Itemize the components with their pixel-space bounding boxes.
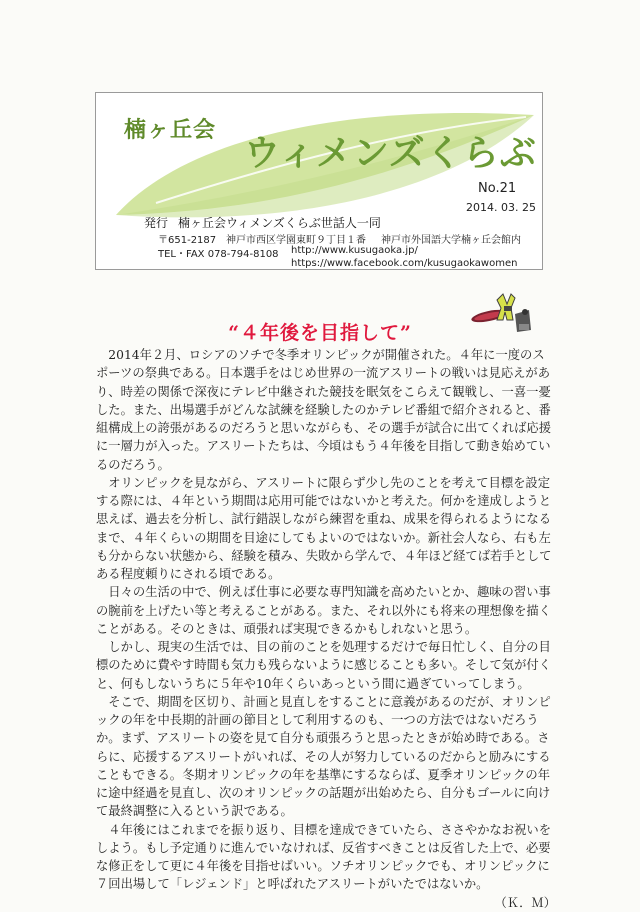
website-link[interactable]: http://www.kusugaoka.jp/	[291, 245, 418, 256]
newsletter-title: ウィメンズくらぶ	[244, 133, 537, 174]
org-name-small: 楠ヶ丘会	[124, 118, 217, 143]
publisher-name: 楠ヶ丘会ウィメンズくらぶ世話人一同	[178, 216, 381, 230]
tel-fax: TEL・FAX 078-794-8108	[158, 249, 279, 260]
facebook-link[interactable]: https://www.facebook.com/kusugaokawomen	[291, 258, 518, 269]
address: 神戸市西区学園東町９丁目１番	[226, 235, 366, 246]
article-paragraph: オリンピックを見ながら、アスリートに限らず少し先のことを考えて目標を設定する際には、４年という期間は応用可能ではないかと考えた。何かを達成しようと思えば、過去を分析し、試行錯誤しながら練習を重ね、成果を得られるようになるまで、４年くらいの期間を目途にしてもよいのではないか。新社会人なら、右も左も分からない状態から、経験を積み、失敗から学んで、４年ほど経てば若手としてある程度頼りにされる頃である。	[96, 475, 552, 581]
venue: 神戸市外国語大学楠ヶ丘会館内	[381, 235, 521, 246]
postal-code: 〒651-2187	[158, 235, 217, 246]
article-paragraph: そこで、期間を区切り、計画と見直しをすることに意義があるのだが、オリンピックの年を中長期的計画の節目として利用するのも、一つの方法ではないだろうか。まず、アスリートの姿を見て自分も頑張ろうと思ったときが始め時である。さらに、応援するアスリートがいれば、その人が努力しているのだからと励みにすることもできる。冬期オリンピックの年を基準にするならば、夏季オリンピックの年に途中経過を見直し、次のオリンピックの話題が出始めたら、自分もゴールに向けて最終調整に入るという訳である。	[96, 694, 551, 819]
article-paragraph: 日々の生活の中で、例えば仕事に必要な専門知識を高めたいとか、趣味の習い事の腕前を上げたい等と考えることがある。また、それ以外にも将来の理想像を描くことがある。そのときは、頑張れば実現できるかもしれないと思う。	[96, 585, 551, 636]
publisher-label: 発行	[144, 216, 169, 230]
issue-number: No.21	[478, 181, 517, 196]
newsletter-header	[95, 92, 543, 270]
article-paragraph: 2014年２月、ロシアのソチで冬季オリンピックが開催された。４年に一度のスポーツの祭典である。日本選手をはじめ世界の一流アスリートの戦いは見応えがあり、時差の関係で深夜にテレビ中継された競技を眠気をこらえて観戦し、一喜一憂した。また、出場選手がどんな試練を経験したのかテレビ番組で紹介されると、番組構成上の誇張があるのだろうと思いながらも、その選手が試合に出てくれば応援に一層力が入った。アスリートたちは、今頃はもう４年後を目指して動き始めているのだろう。	[96, 348, 551, 472]
article-paragraph: ４年後にはこれまでを振り返り、目標を達成できていたら、ささやかなお祝いをしよう。もし予定通りに進んでいなければ、反省すべきことは反省した上で、必要な修正をして更に４年後を目指せばいい。ソチオリンピックでも、オリンピックに７回出場して「レジェンド」と呼ばれたアスリートがいたではないか。	[96, 822, 551, 892]
article-body	[96, 346, 556, 912]
issue-date: 2014. 03. 25	[466, 201, 536, 214]
publisher-line	[144, 214, 381, 231]
author-signature: （Ｋ．Ｍ）	[494, 895, 556, 910]
article-paragraph: しかし、現実の生活では、目の前のことを処理するだけで毎日忙しく、自分の目標のために費やす時間も気力も残らないように感じることも多い。そして気が付くと、何もしないうちに５年や10年くらいあっという間に過ぎていってしまう。	[96, 640, 551, 691]
article-title: “４年後を目指して”	[228, 322, 412, 344]
